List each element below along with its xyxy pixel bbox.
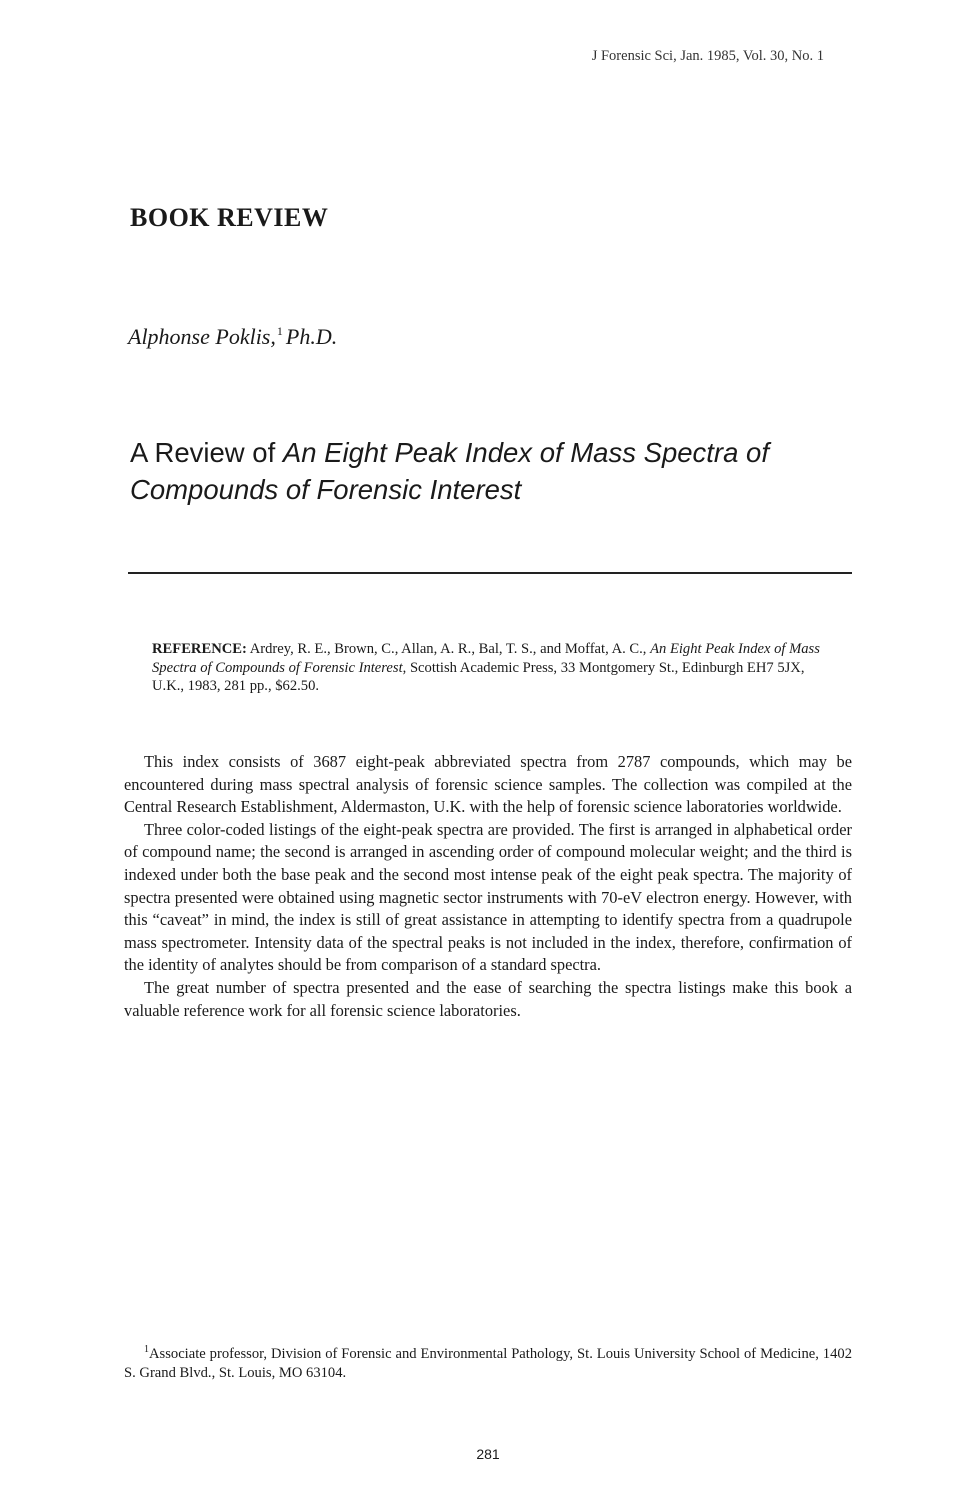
reference-authors: Ardrey, R. E., Brown, C., Allan, A. R., Bal, T. S., and Moffat, A. C., [246, 641, 651, 657]
author-line [128, 324, 337, 350]
footnote-text: Associate professor, Division of Forensic and Environmental Pathology, St. Louis University School of Medicine, 1402 S. Grand Blvd., St. Louis, MO 63104. [124, 1346, 852, 1381]
author-name: Alphonse Poklis, [128, 324, 276, 349]
review-body [124, 751, 852, 1022]
footnote [124, 1341, 852, 1383]
reference-label: REFERENCE: [152, 641, 247, 657]
footnote-mark: 1 [144, 1344, 149, 1355]
author-degree: Ph.D. [285, 324, 338, 349]
article-title [130, 434, 870, 508]
author-footnote-mark: 1 [276, 324, 283, 338]
journal-reference: J Forensic Sci, Jan. 1985, Vol. 30, No. 1 [591, 48, 824, 64]
body-paragraph: Three color-coded listings of the eight-peak spectra are provided. The first is arranged in alphabetical order of compound name; the second is arranged in ascending order of compound molecular weight; and the third is indexed under both the base peak and the second most intense peak of the eight peak spectra. The majority of spectra presented were obtained using magnetic sector instruments with 70-eV electron energy. However, with this “caveat” in mind, the index is still of great assistance in attempting to identify spectra from a quadrupole mass spectrometer. Intensity data of the spectral peaks is not included in the index, therefore, confirmation of the identity of analytes should be from comparison of a standard spectra. [124, 819, 852, 975]
body-paragraph: The great number of spectra presented and the ease of searching the spectra listings make this book a valuable reference work for all forensic science laboratories. [124, 977, 852, 1020]
article-title-book: An Eight Peak Index of Mass Spectra of Compounds of Forensic Interest [130, 437, 769, 505]
body-paragraph: This index consists of 3687 eight-peak abbreviated spectra from 2787 compounds, which may be encountered during mass spectral analysis of forensic science samples. The collection was compiled at the Central Research Establishment, Aldermaston, U.K. with the help of forensic science laboratories worldwide. [124, 752, 852, 817]
reference-book-title: An Eight Peak Index of Mass Spectra of Compounds of Forensic Interest [152, 641, 820, 676]
reference-publisher: , Scottish Academic Press, 33 Montgomery St., Edinburgh EH7 5JX, U.K., 1983, 281 pp., $62.50. [152, 659, 805, 694]
reference-block [152, 640, 832, 696]
title-divider [128, 572, 852, 574]
page-number: 281 [476, 1446, 500, 1462]
section-title: BOOK REVIEW [130, 203, 329, 232]
article-title-prefix: A Review of [130, 437, 283, 468]
